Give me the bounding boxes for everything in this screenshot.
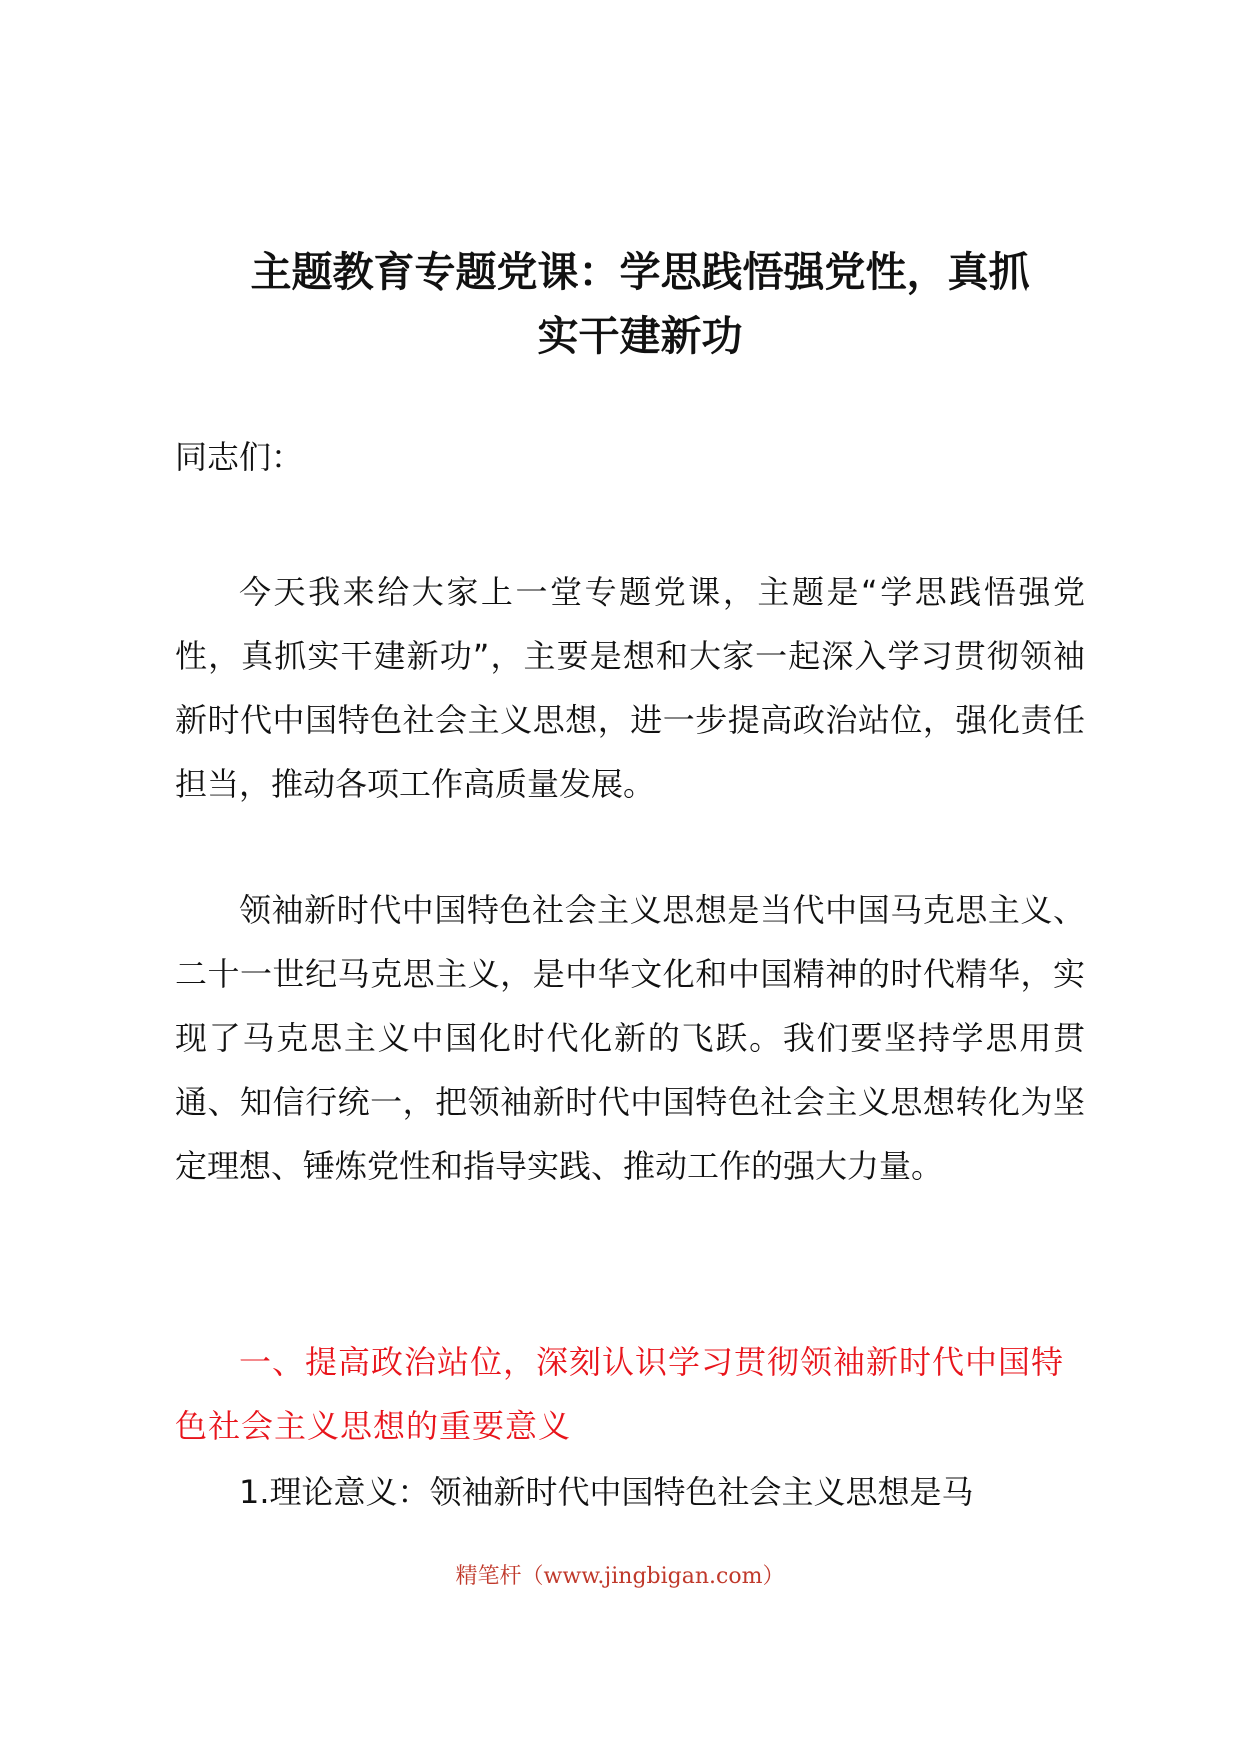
section-heading-1: 一、提高政治站位，深刻认识学习贯彻领袖新时代中国特色社会主义思想的重要意义 bbox=[175, 1343, 1065, 1445]
paragraph-intro: 今天我来给大家上一堂专题党课，主题是“学思践悟强党性，真抓实干建新功”，主要是想和大家一起深入学习贯彻领袖新时代中国特色社会主义思想，进一步提高政治站位，强化责任担当，推动各项工作高质量发展。 bbox=[175, 573, 1085, 803]
title-line-2: 实干建新功 bbox=[537, 312, 743, 360]
salutation: 同志们： bbox=[175, 438, 304, 476]
document-title bbox=[160, 240, 1120, 368]
footer-watermark: 精笔杆（www.jingbigan.com） bbox=[455, 1564, 785, 1589]
point-1-theory-significance: 1.理论意义：领袖新时代中国特色社会主义思想是马 bbox=[239, 1473, 974, 1511]
title-line-1: 主题教育专题党课：学思践悟强党性，真抓 bbox=[250, 248, 1030, 296]
paragraph-thought: 领袖新时代中国特色社会主义思想是当代中国马克思主义、二十一世纪马克思主义，是中华文化和中国精神的时代精华，实现了马克思主义中国化时代化新的飞跃。我们要坚持学思用贯通、知信行统一，把领袖新时代中国特色社会主义思想转化为坚定理想、锤炼党性和指导实践、推动工作的强大力量。 bbox=[175, 891, 1085, 1185]
